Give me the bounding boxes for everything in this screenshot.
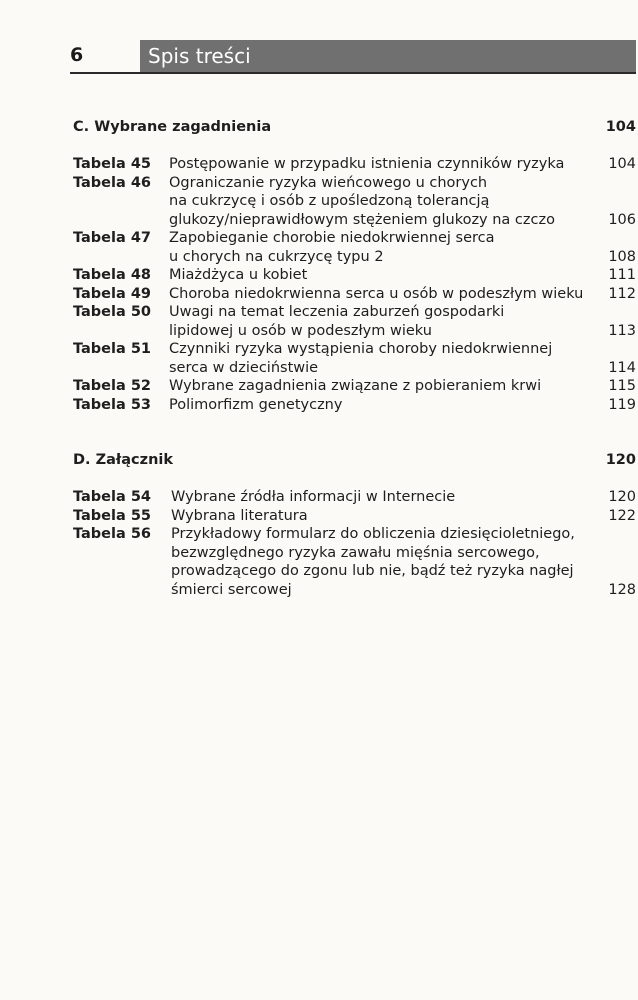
toc-section-c	[73, 119, 636, 414]
entry-title-line: lipidowej u osób w podeszłym wieku	[169, 322, 432, 339]
entry-label: Tabela 45	[73, 156, 152, 172]
toc-entry	[73, 488, 636, 507]
entry-title-line: Wybrane zagadnienia związane z pobieraniem krwi	[169, 378, 542, 394]
toc-entry	[73, 174, 636, 230]
entry-page-number: 119	[608, 396, 636, 413]
entry-title-line: Zapobieganie chorobie niedokrwiennej serca	[169, 230, 495, 246]
entry-label: Tabela 47	[73, 230, 152, 246]
section-title: C. Wybrane zagadnienia	[73, 119, 272, 135]
entry-title-line: u chorych na cukrzycę typu 2	[169, 248, 384, 265]
entry-title	[171, 507, 636, 526]
entry-page-number: 104	[608, 156, 636, 172]
toc-entry	[73, 266, 636, 285]
toc-entry	[73, 396, 636, 415]
toc-entries	[73, 488, 636, 599]
toc-entry	[73, 285, 636, 304]
page-number: 6	[70, 44, 84, 66]
entry-title	[169, 266, 636, 285]
toc-entry	[73, 525, 636, 599]
toc-entry	[73, 507, 636, 526]
entry-title	[169, 340, 636, 377]
section-heading	[73, 119, 636, 141]
entry-page-number: 115	[608, 378, 636, 394]
entry-title-line: Wybrana literatura	[171, 507, 308, 524]
entry-title-line: Uwagi na temat leczenia zaburzeń gospodarki	[169, 304, 505, 320]
entry-title	[169, 229, 636, 266]
toc-entry	[73, 229, 636, 266]
entry-page-number: 122	[608, 507, 636, 524]
entry-page-number: 113	[608, 322, 636, 339]
entry-title-line: Ograniczanie ryzyka wieńcowego u chorych	[169, 174, 488, 191]
entry-title-line: Choroba niedokrwienna serca u osób w podeszłym wieku	[169, 285, 584, 302]
entry-label: Tabela 52	[73, 378, 152, 394]
entry-title	[171, 525, 636, 599]
toc-entry	[73, 340, 636, 377]
entry-title-line: Przykładowy formularz do obliczenia dziesięcioletniego,	[171, 526, 575, 542]
section-heading	[73, 452, 636, 474]
entry-title-line: glukozy/nieprawidłowym stężeniem glukozy na czczo	[169, 211, 555, 228]
entry-page-number: 114	[608, 359, 636, 376]
toc-entry	[73, 303, 636, 340]
entry-title-line: Polimorfizm genetyczny	[169, 396, 343, 413]
toc-entry	[73, 155, 636, 174]
entry-page-number: 106	[608, 211, 636, 228]
entry-page-number: 120	[608, 489, 636, 505]
entry-title-line: Miażdżyca u kobiet	[169, 267, 308, 283]
entry-title-line: Czynniki ryzyka wystąpienia choroby niedokrwiennej	[169, 341, 553, 357]
entry-title	[169, 285, 636, 304]
entry-title-line: na cukrzycę i osób z upośledzoną tolerancją	[169, 193, 490, 209]
section-page: 104	[605, 119, 636, 135]
entry-label: Tabela 49	[73, 285, 152, 302]
entry-label: Tabela 51	[73, 341, 152, 357]
entry-title	[171, 488, 636, 507]
entry-label: Tabela 50	[73, 304, 152, 320]
entry-title-line: bezwzględnego ryzyka zawału mięśnia sercowego,	[171, 544, 540, 561]
section-title: D. Załącznik	[73, 452, 174, 468]
entry-label: Tabela 46	[73, 174, 152, 191]
entry-title	[169, 174, 636, 230]
entry-title	[169, 155, 636, 174]
entry-page-number: 111	[608, 267, 636, 283]
entry-page-number: 108	[608, 248, 636, 265]
entry-label: Tabela 54	[73, 489, 152, 505]
header-bar	[140, 40, 636, 72]
toc-section-d	[73, 452, 636, 599]
section-page: 120	[605, 452, 636, 468]
entry-title	[169, 303, 636, 340]
entry-label: Tabela 48	[73, 267, 152, 283]
entry-title-line: Postępowanie w przypadku istnienia czynników ryzyka	[169, 156, 565, 172]
toc-entry	[73, 377, 636, 396]
entry-label: Tabela 53	[73, 396, 152, 413]
entry-title	[169, 396, 636, 415]
entry-page-number: 112	[608, 285, 636, 302]
header-rule	[70, 72, 636, 74]
entry-title-line: śmierci sercowej	[171, 581, 292, 598]
entry-page-number: 128	[608, 581, 636, 598]
entry-label: Tabela 56	[73, 526, 152, 542]
entry-title-line: prowadzącego do zgonu lub nie, bądź też ryzyka nagłej	[171, 563, 574, 579]
page-title: Spis treści	[148, 44, 251, 68]
entry-title-line: serca w dzieciństwie	[169, 359, 319, 376]
entry-title	[169, 377, 636, 396]
entry-title-line: Wybrane źródła informacji w Internecie	[171, 489, 456, 505]
toc-entries	[73, 155, 636, 414]
entry-label: Tabela 55	[73, 507, 152, 524]
